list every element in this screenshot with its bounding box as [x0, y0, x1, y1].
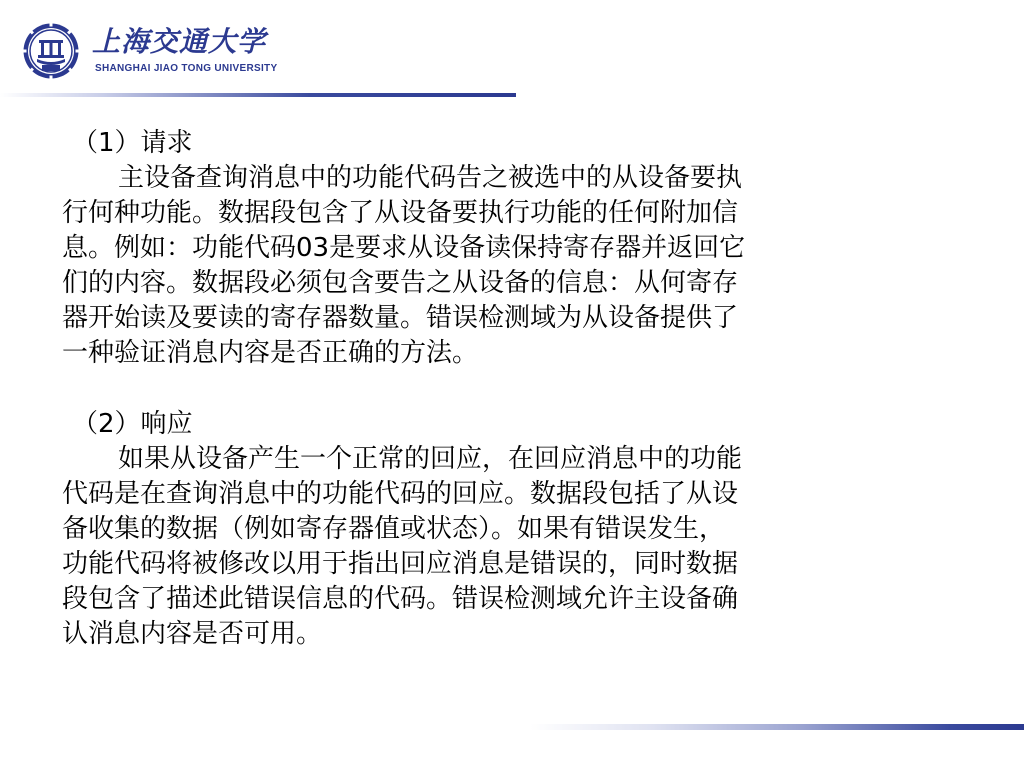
university-name-chinese: 上海交通大学 [92, 25, 267, 58]
paragraph-line: 息。例如：功能代码03是要求从设备读保持寄存器并返回它 [62, 233, 746, 263]
paragraph-line: 功能代码将被修改以用于指出回应消息是错误的，同时数据 [62, 549, 739, 579]
paragraph-line: 器开始读及要读的寄存器数量。错误检测域为从设备提供了 [62, 303, 739, 333]
header-divider [0, 93, 516, 97]
section-heading: （2）响应 [72, 409, 193, 439]
section-heading: （1）请求 [72, 128, 193, 158]
paragraph-line: 代码是在查询消息中的功能代码的回应。数据段包括了从设 [62, 479, 739, 509]
university-name-english: SHANGHAI JIAO TONG UNIVERSITY [95, 63, 278, 74]
slide-body [62, 126, 952, 652]
paragraph-line: 行何种功能。数据段包含了从设备要执行功能的任何附加信 [62, 198, 739, 228]
footer-divider [530, 724, 1024, 730]
paragraph-line: 们的内容。数据段必须包含要告之从设备的信息：从何寄存 [62, 268, 739, 298]
section-request [62, 126, 952, 371]
paragraph-line: 备收集的数据（例如寄存器值或状态）。如果有错误发生， [62, 514, 726, 544]
paragraph-line: 如果从设备产生一个正常的回应，在回应消息中的功能 [118, 444, 743, 474]
paragraph-line: 一种验证消息内容是否正确的方法。 [62, 338, 479, 368]
paragraph-line: 认消息内容是否可用。 [62, 619, 323, 649]
section-spacer [62, 371, 952, 407]
section-response [62, 407, 952, 652]
paragraph-line: 段包含了描述此错误信息的代码。错误检测域允许主设备确 [62, 584, 739, 614]
university-emblem-icon [22, 22, 80, 80]
paragraph-line: 主设备查询消息中的功能代码告之被选中的从设备要执 [118, 163, 743, 193]
